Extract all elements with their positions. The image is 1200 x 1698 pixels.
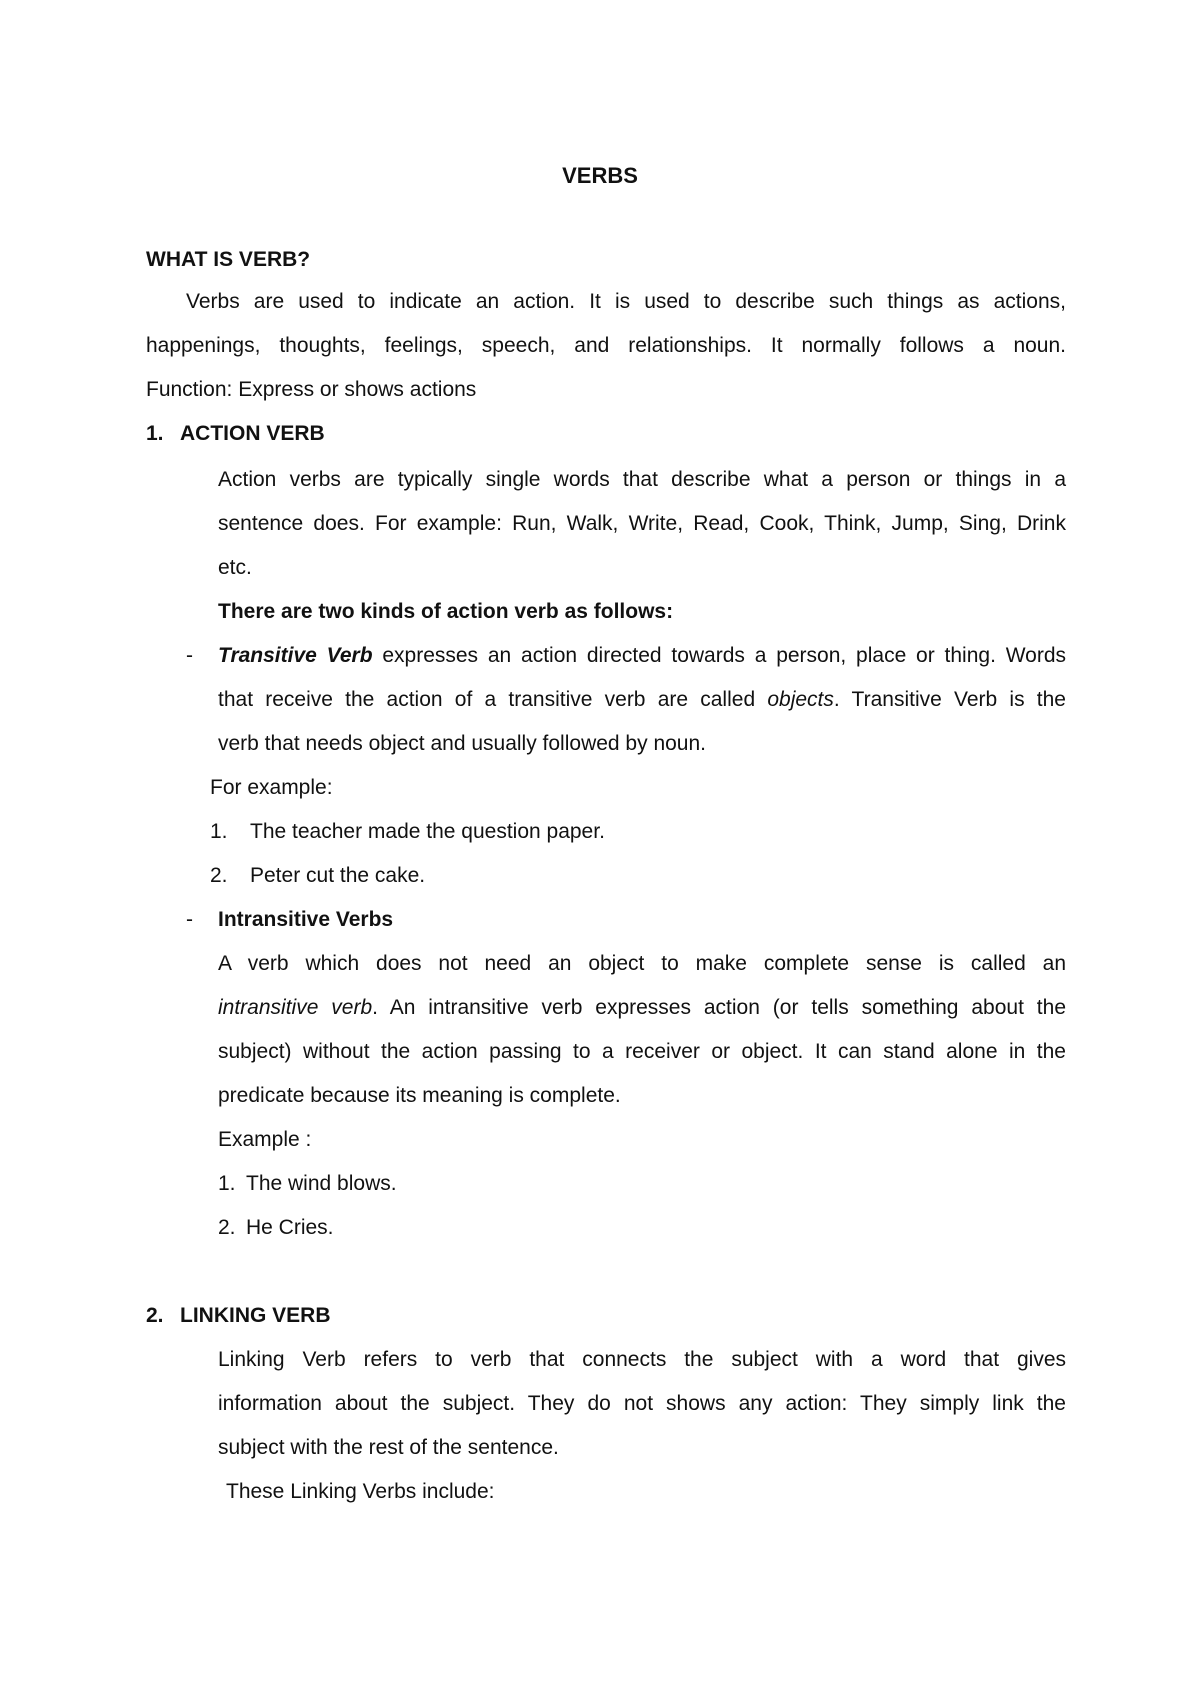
intransitive-heading: Intransitive Verbs	[218, 908, 394, 931]
transitive-line-1-text: expresses an action directed towards a person, place or thing. Words	[372, 644, 1066, 667]
action-verb-heading	[146, 420, 1066, 448]
intransitive-line-1: A verb which does not need an object to make complete sense is called an	[218, 952, 1066, 975]
action-desc-line-2: sentence does. For example: Run, Walk, Write, Read, Cook, Think, Jump, Sing, Drink	[218, 512, 1066, 535]
transitive-line-3: verb that needs object and usually followed by noun.	[218, 732, 706, 755]
action-verb-title: ACTION VERB	[180, 422, 325, 445]
function-line: Function: Express or shows actions	[146, 378, 477, 401]
example-number: 1.	[210, 820, 228, 843]
intransitive-line-4: predicate because its meaning is complete.	[218, 1084, 621, 1107]
example-text: He Cries.	[246, 1216, 334, 1239]
transitive-line-2-post: . Transitive Verb is the	[833, 688, 1066, 711]
linking-verb-number: 2.	[146, 1304, 164, 1327]
intransitive-line-2	[218, 994, 1066, 1022]
objects-term: objects	[767, 688, 834, 711]
kinds-heading: There are two kinds of action verb as follows:	[218, 600, 674, 623]
linking-line-3: subject with the rest of the sentence.	[218, 1436, 559, 1459]
intransitive-line-2-text: . An intransitive verb expresses action (or tells something about the	[372, 996, 1067, 1019]
transitive-example-1	[210, 818, 1130, 846]
transitive-line-1	[218, 642, 1066, 670]
example-text: Peter cut the cake.	[250, 864, 426, 887]
linking-line-2: information about the subject. They do not shows any action: They simply link the	[218, 1392, 1066, 1415]
what-is-verb-heading: WHAT IS VERB?	[146, 248, 311, 271]
intro-line-1: Verbs are used to indicate an action. It is used to describe such things as actions,	[186, 290, 1066, 313]
transitive-example-2	[210, 862, 1130, 890]
intro-line-2: happenings, thoughts, feelings, speech, and relationships. It normally follows a noun.	[146, 334, 1066, 357]
action-verb-number: 1.	[146, 422, 164, 445]
linking-verb-title: LINKING VERB	[180, 1304, 331, 1327]
transitive-line-2-pre: that receive the action of a transitive verb are called	[218, 688, 768, 711]
example-number: 2.	[218, 1216, 236, 1239]
intransitive-example-1	[218, 1170, 1066, 1198]
transitive-bullet: -	[186, 644, 193, 667]
intransitive-bullet: -	[186, 908, 193, 931]
transitive-example-label: For example:	[210, 776, 333, 799]
example-text: The wind blows.	[246, 1172, 397, 1195]
linking-verb-heading	[146, 1302, 1066, 1330]
action-desc-line-1: Action verbs are typically single words that describe what a person or things in a	[218, 468, 1066, 491]
transitive-term: Transitive Verb	[218, 644, 373, 667]
example-number: 2.	[210, 864, 228, 887]
page-title: VERBS	[562, 163, 638, 188]
intransitive-example-label: Example :	[218, 1128, 312, 1151]
intransitive-example-2	[218, 1214, 1066, 1242]
intransitive-term: intransitive verb	[218, 996, 373, 1019]
example-text: The teacher made the question paper.	[250, 820, 605, 843]
linking-include-line: These Linking Verbs include:	[226, 1480, 495, 1503]
linking-line-1: Linking Verb refers to verb that connects the subject with a word that gives	[218, 1348, 1066, 1371]
intransitive-line-3: subject) without the action passing to a receiver or object. It can stand alone in the	[218, 1040, 1066, 1063]
transitive-line-2	[218, 686, 1066, 714]
example-number: 1.	[218, 1172, 236, 1195]
action-desc-line-3: etc.	[218, 556, 252, 579]
